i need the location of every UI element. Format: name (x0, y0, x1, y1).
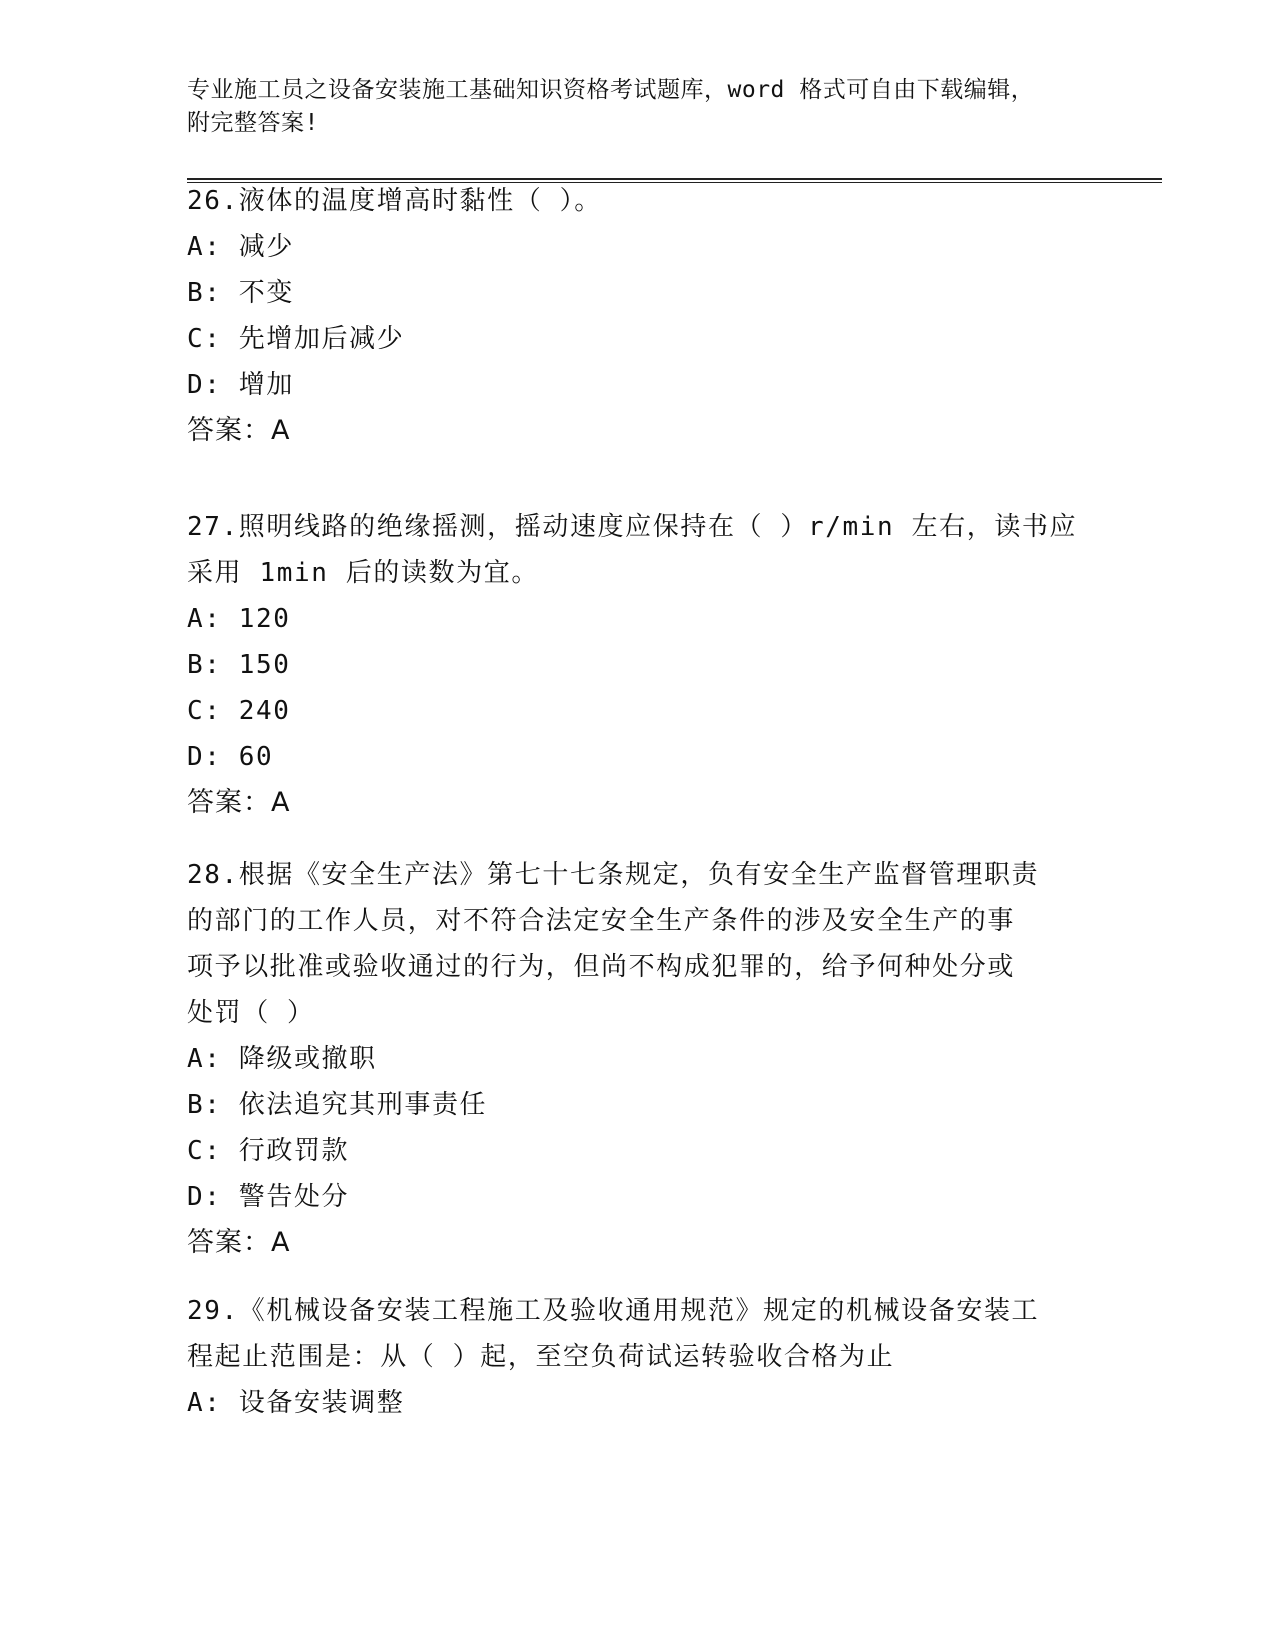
question-29 (187, 1288, 1087, 1426)
answer: 答案：A (187, 787, 291, 818)
question-stem: 26.液体的温度增高时黏性（ ）。 (187, 186, 602, 216)
option-a: A: 设备安装调整 (187, 1388, 405, 1418)
question-stem-line-2: 程起止范围是：从（ ）起，至空负荷试运转验收合格为止 (187, 1342, 895, 1372)
option-c: C: 行政罚款 (187, 1136, 350, 1166)
question-stem-line-4: 处罚（ ） (187, 998, 315, 1028)
option-b: B: 150 (187, 650, 291, 680)
option-d: D: 60 (187, 742, 274, 772)
question-stem-line-1: 28.根据《安全生产法》第七十七条规定，负有安全生产监督管理职责 (187, 860, 1040, 890)
question-28 (187, 852, 1087, 1266)
option-c: C: 240 (187, 696, 291, 726)
question-stem-line-2: 采用 1min 后的读数为宜。 (187, 558, 539, 588)
option-a: A: 减少 (187, 232, 294, 262)
question-stem-line-3: 项予以批准或验收通过的行为，但尚不构成犯罪的，给予何种处分或 (187, 952, 1016, 982)
option-a: A: 降级或撤职 (187, 1044, 377, 1074)
question-26 (187, 178, 1087, 454)
option-b: B: 不变 (187, 278, 294, 308)
answer: 答案：A (187, 1227, 291, 1258)
header-line-1: 专业施工员之设备安装施工基础知识资格考试题库，word 格式可自由下载编辑， (187, 77, 1035, 103)
header-line-2: 附完整答案! (187, 110, 319, 136)
option-d: D: 增加 (187, 370, 294, 400)
question-stem-line-2: 的部门的工作人员，对不符合法定安全生产条件的涉及安全生产的事 (187, 906, 1016, 936)
question-stem-line-1: 27.照明线路的绝缘摇测，摇动速度应保持在（ ）r/min 左右，读书应 (187, 512, 1078, 542)
option-a: A: 120 (187, 604, 291, 634)
answer: 答案：A (187, 415, 291, 446)
question-stem-line-1: 29.《机械设备安装工程施工及验收通用规范》规定的机械设备安装工 (187, 1296, 1040, 1326)
option-c: C: 先增加后减少 (187, 324, 405, 354)
question-27 (187, 504, 1087, 826)
option-b: B: 依法追究其刑事责任 (187, 1090, 488, 1120)
option-d: D: 警告处分 (187, 1182, 350, 1212)
document-header (187, 74, 1087, 140)
